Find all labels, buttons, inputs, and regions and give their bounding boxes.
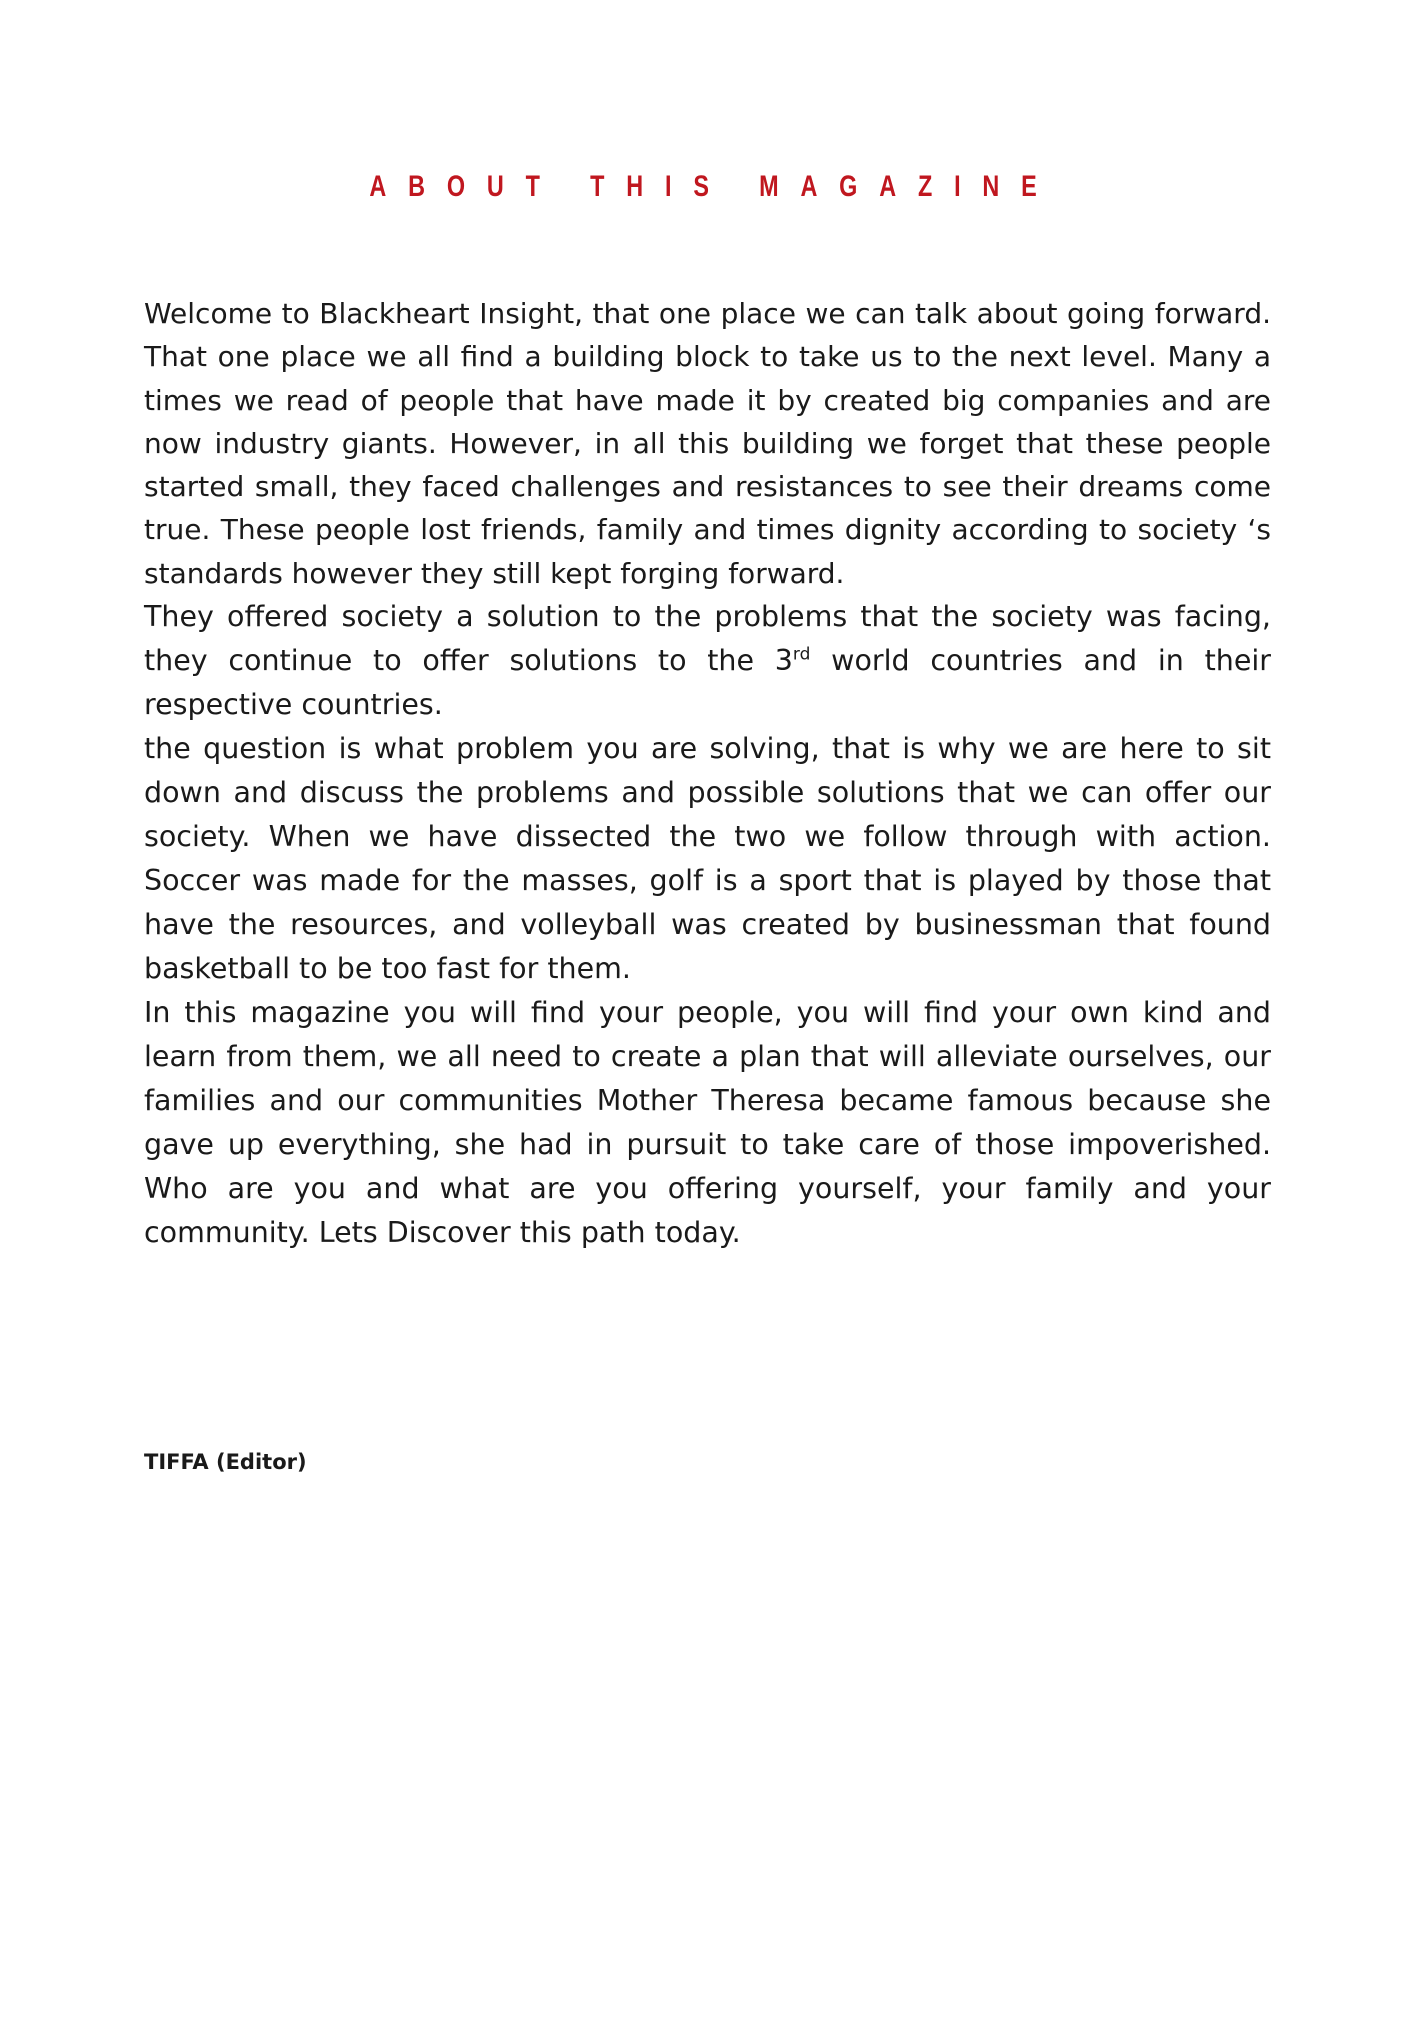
paragraph-closing: In this magazine you will find your people, you will find your own kind and learn from them, we all need to create a plan that will alleviate ourselves, our families and our communities Mother Theresa became famous because she gave up everything, she had in pursuit to take care of those impoverished. Who are you and what are you offering yourself, your family and your community. Lets Discover this path today. [144,996,1271,1250]
paragraph-solutions [144,595,1271,727]
paragraph-welcome: Welcome to Blackheart Insight, that one place we can talk about going forward. That one place we all find a building block to take us to the next level. Many a times we read of people that have made it by created big companies and are now industry giants. However, in all this building we forget that these people started small, they faced challenges and resistances to see their dreams come true. These people lost friends, family and times dignity according to society ‘s standards however they still kept forging forward. [144,297,1271,590]
article-body [144,292,1271,1255]
paragraph-question: the question is what problem you are solving, that is why we are here to sit down and discuss the problems and possible solutions that we can offer our society. When we have dissected the two we follow through with action. Soccer was made for the masses, golf is a sport that is played by those that have the resources, and volleyball was created by businessman that found basketball to be too fast for them. [144,732,1271,986]
page-title: ABOUT THIS MAGAZINE [369,170,1059,204]
paragraph-solutions-text-end: world countries and in their respective countries. [144,644,1271,722]
ordinal-superscript: rd [792,644,811,665]
paragraph-solutions-text-start: They offered society a solution to the problems that the society was facing, they continue to offer solutions to the 3 [144,600,1271,678]
editor-signature: TIFFA (Editor) [144,1450,307,1474]
